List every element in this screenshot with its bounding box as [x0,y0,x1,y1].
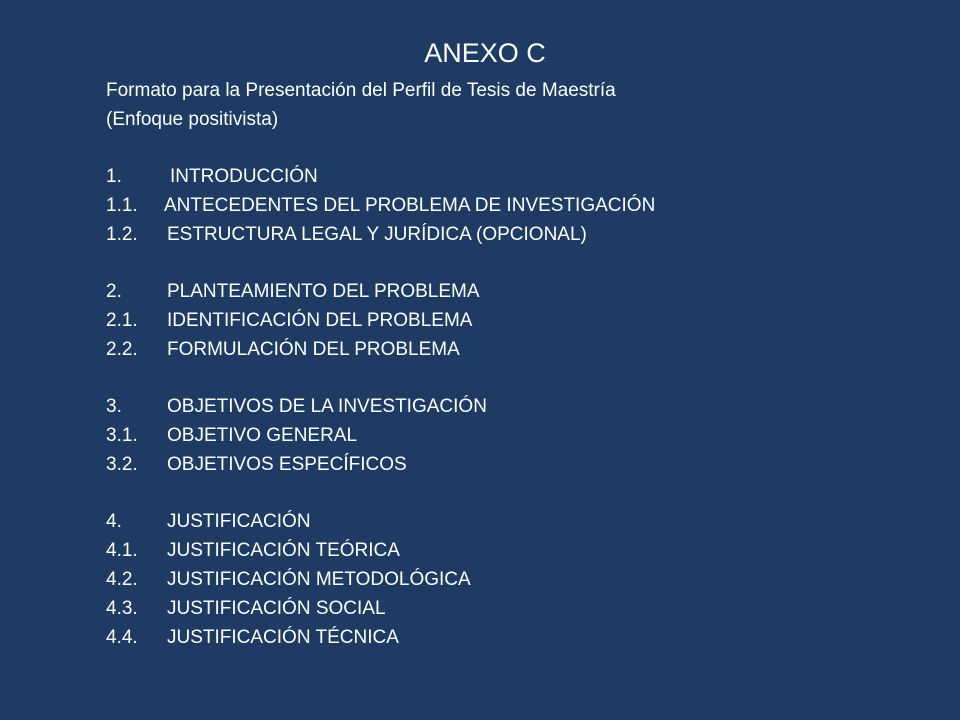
item-label: OBJETIVO GENERAL [167,425,358,446]
item-label: ESTRUCTURA LEGAL Y JURÍDICA (OPCIONAL) [167,224,587,245]
list-item [106,623,866,652]
item-label: ANTECEDENTES DEL PROBLEMA DE INVESTIGACIÓN [164,195,656,216]
list-item [106,594,866,623]
subtitle-line-1: Formato para la Presentación del Perfil de Tesis de Maestría [106,80,616,101]
item-label: IDENTIFICACIÓN DEL PROBLEMA [167,310,473,331]
outline-section-2 [106,277,866,364]
item-label: PLANTEAMIENTO DEL PROBLEMA [167,281,480,302]
item-number: 1. [106,166,122,187]
outline-section-4 [106,507,866,652]
item-number: 3.2. [106,454,138,475]
item-label: FORMULACIÓN DEL PROBLEMA [167,339,460,360]
item-label: JUSTIFICACIÓN [167,511,311,532]
item-label: OBJETIVOS DE LA INVESTIGACIÓN [167,396,487,417]
list-item [106,392,866,421]
item-number: 2. [106,281,122,302]
item-number: 4.3. [106,598,138,619]
item-number: 1.1. [106,195,138,216]
item-number: 4. [106,511,122,532]
item-label: JUSTIFICACIÓN TEÓRICA [167,540,400,561]
item-label: OBJETIVOS ESPECÍFICOS [167,454,407,475]
outline-section-3 [106,392,866,479]
item-label: JUSTIFICACIÓN SOCIAL [167,598,386,619]
item-number: 2.1. [106,310,138,331]
item-number: 2.2. [106,339,138,360]
item-label: JUSTIFICACIÓN METODOLÓGICA [167,569,471,590]
outline-list [106,162,866,680]
outline-section-1 [106,162,866,249]
list-item [106,421,866,450]
list-item [106,450,866,479]
item-number: 3.1. [106,425,138,446]
item-number: 1.2. [106,224,138,245]
list-item [106,191,866,220]
list-item [106,162,866,191]
list-item [106,565,866,594]
page-title: ANEXO C [424,38,546,68]
item-number: 4.1. [106,540,138,561]
item-number: 4.2. [106,569,138,590]
item-label: INTRODUCCIÓN [170,166,318,187]
subtitle [106,76,866,134]
list-item [106,306,866,335]
item-number: 4.4. [106,627,138,648]
list-item [106,536,866,565]
list-item [106,277,866,306]
item-number: 3. [106,396,122,417]
list-item [106,507,866,536]
subtitle-line-2: (Enfoque positivista) [106,109,279,130]
item-label: JUSTIFICACIÓN TÉCNICA [167,627,399,648]
list-item [106,335,866,364]
list-item [106,220,866,249]
